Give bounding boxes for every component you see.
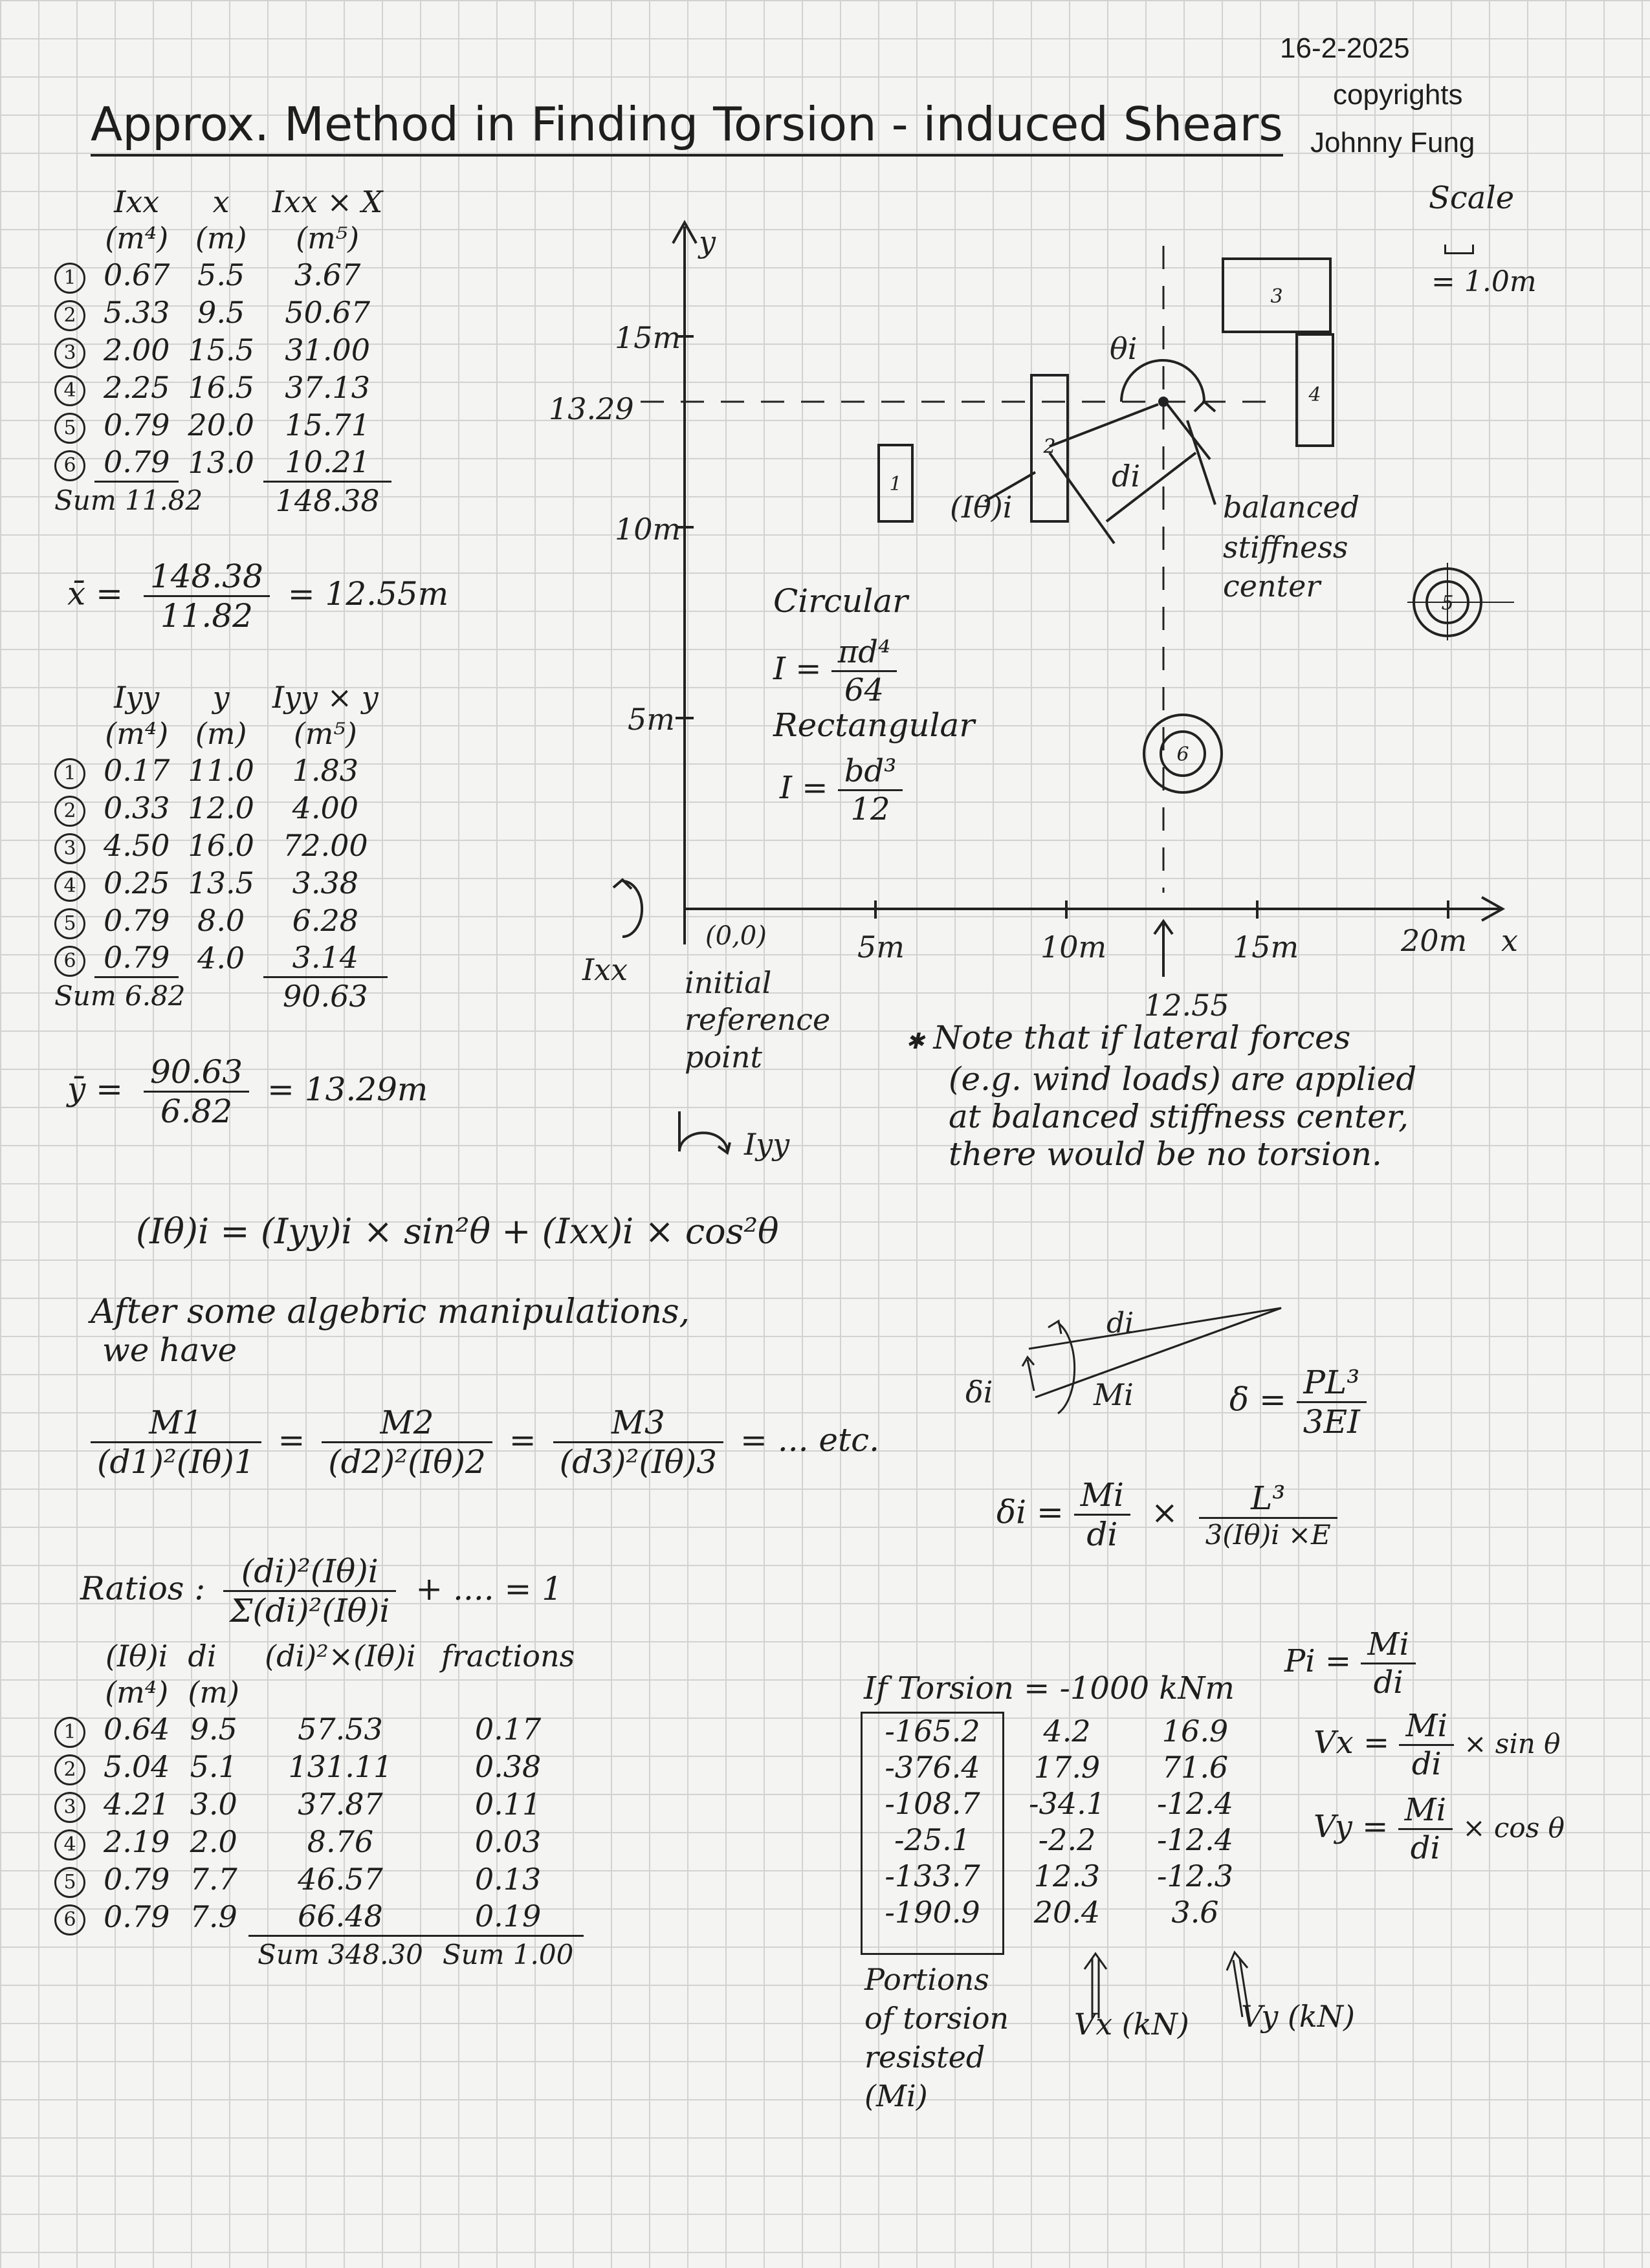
portions-line: of torsion <box>864 2001 1009 2036</box>
pi-num: Mi <box>1361 1626 1416 1664</box>
center-leader <box>1187 420 1215 505</box>
vx-cell: 17.9 <box>1033 1750 1101 1785</box>
col-header: Iyy <box>114 680 160 715</box>
date-label: 16-2-2025 <box>1280 32 1410 64</box>
y-tick-label: 15m <box>615 320 681 355</box>
cell: 0.79 <box>104 408 170 442</box>
vx-tail: × sin θ <box>1464 1728 1561 1760</box>
xbar-denominator: 11.82 <box>160 597 253 635</box>
mi-cell: -190.9 <box>885 1895 980 1930</box>
ratio-m3: M3 <box>553 1404 724 1443</box>
element-3-id: 3 <box>1270 285 1283 308</box>
author-label: Johnny Fung <box>1310 127 1475 158</box>
cell: 8.0 <box>197 903 245 938</box>
table-row <box>45 1823 584 1860</box>
table-row <box>862 1785 1259 1822</box>
rect-title: Rectangular <box>773 706 975 744</box>
deltai-n2: L³ <box>1199 1479 1337 1519</box>
origin-note: initial <box>685 965 772 1000</box>
cell: 7.7 <box>190 1862 237 1897</box>
element-id: 4 <box>54 871 85 902</box>
deltai-times: × <box>1150 1493 1178 1531</box>
cell: 0.79 <box>94 444 179 481</box>
cell: 0.79 <box>104 1899 170 1934</box>
note-line: Note that if lateral forces <box>933 1019 1351 1056</box>
iyy-label: Iyy <box>744 1127 790 1162</box>
defl-mi: Mi <box>1094 1377 1134 1412</box>
vy-cell: -12.3 <box>1157 1859 1233 1893</box>
ybar-numerator: 90.63 <box>144 1053 249 1093</box>
deltai-d1: di <box>1086 1516 1118 1553</box>
vy-cell: -12.4 <box>1157 1786 1233 1821</box>
cell: 16.5 <box>188 370 254 405</box>
di-label: di <box>1112 459 1141 494</box>
cell: 0.17 <box>104 753 170 788</box>
element-4-id: 4 <box>1308 384 1321 406</box>
ybar-denominator: 6.82 <box>160 1093 233 1130</box>
vx-num: Mi <box>1399 1708 1454 1746</box>
element-id: 6 <box>54 946 85 977</box>
ratios-num: (di)²(Iθ)i <box>223 1553 396 1592</box>
rect-formula <box>780 753 903 827</box>
col-unit: (m) <box>195 716 247 751</box>
cell: 0.11 <box>474 1787 542 1822</box>
table-row <box>862 1894 1259 1930</box>
cell: 4.21 <box>104 1787 170 1822</box>
cell: 0.17 <box>474 1712 542 1747</box>
scale-label: Scale <box>1429 180 1515 216</box>
cell: 5.33 <box>104 295 170 330</box>
element-5-id: 5 <box>1441 592 1454 615</box>
element-6-id: 6 <box>1176 743 1189 766</box>
cell: 0.64 <box>104 1712 170 1747</box>
delta-num: PL³ <box>1297 1364 1367 1403</box>
deltai-n1: Mi <box>1074 1476 1130 1516</box>
cell: 0.19 <box>432 1898 584 1935</box>
col-header: (Iθ)i <box>105 1639 168 1674</box>
circular-formula <box>773 634 897 708</box>
di-line-2 <box>1050 404 1158 446</box>
center-label: balanced <box>1223 490 1360 525</box>
cell: 13.5 <box>188 866 254 900</box>
cell: 37.13 <box>285 370 370 405</box>
table-row <box>45 1710 584 1748</box>
ratio-eq: = <box>509 1421 536 1459</box>
manip-text-1: After some algebric manipulations, <box>91 1292 690 1331</box>
sum-label: Sum 6.82 <box>54 980 186 1012</box>
ratio-eq: = <box>278 1421 305 1459</box>
ratios-label: Ratios : <box>80 1569 206 1608</box>
element-id: 2 <box>54 300 85 331</box>
ratios-equation <box>80 1553 562 1630</box>
sum-value: Sum 1.00 <box>442 1939 574 1970</box>
mi-cell: -376.4 <box>885 1750 980 1785</box>
ratio-d1: (d1)²(Iθ)1 <box>97 1443 255 1481</box>
col-unit: (m⁴) <box>105 1675 169 1710</box>
element-id: 6 <box>54 450 85 481</box>
cell: 9.5 <box>190 1712 237 1747</box>
ratios-tail: + .... = 1 <box>415 1569 563 1608</box>
sum-label: Sum 11.82 <box>54 485 203 516</box>
portions-line: Portions <box>864 1962 989 1997</box>
element-id: 1 <box>54 758 85 789</box>
pi-den: di <box>1373 1664 1403 1701</box>
cell: 4.50 <box>104 828 170 863</box>
vy-tail: × cos θ <box>1462 1812 1565 1844</box>
delta-den: 3EI <box>1303 1403 1360 1441</box>
cell: 2.00 <box>104 333 170 367</box>
col-header: Iyy × y <box>272 680 379 715</box>
note-line: (e.g. wind loads) are applied <box>949 1060 1417 1098</box>
cell: 50.67 <box>285 295 370 330</box>
cell: 2.25 <box>104 370 170 405</box>
cell: 3.38 <box>292 866 359 900</box>
x-tick-label: 20m <box>1401 923 1468 958</box>
ybar-label: 13.29 <box>549 391 634 426</box>
cell: 72.00 <box>282 828 368 863</box>
ybar-result: = 13.29m <box>267 1070 428 1108</box>
element-id: 3 <box>54 1792 85 1823</box>
cell: 9.5 <box>197 295 245 330</box>
cell: 57.53 <box>298 1712 383 1747</box>
mi-cell: -165.2 <box>885 1714 980 1749</box>
x-tick-label: 10m <box>1040 930 1107 965</box>
cell: 0.67 <box>104 257 170 292</box>
pi-lhs: Pi = <box>1284 1643 1352 1679</box>
cell: 0.13 <box>474 1862 542 1897</box>
col-header: Ixx <box>114 184 160 219</box>
cell: 0.79 <box>94 939 179 977</box>
cell: 12.0 <box>188 791 254 825</box>
vx-formula <box>1314 1708 1560 1782</box>
table-row <box>45 1748 584 1785</box>
col-unit: (m) <box>195 221 247 256</box>
table-ratios <box>45 1638 584 1973</box>
cell: 7.9 <box>190 1899 237 1934</box>
cell: 0.79 <box>104 1862 170 1897</box>
torsion-header: If Torsion = -1000 kNm <box>864 1670 1235 1706</box>
circular-lhs: I = <box>773 651 822 687</box>
table-row <box>45 1860 584 1898</box>
itheta-equation: (Iθ)i = (Iyy)i × sin²θ + (Ixx)i × cos²θ <box>136 1211 779 1252</box>
element-id: 5 <box>54 908 85 939</box>
torsion-table <box>862 1713 1259 1930</box>
pi-formula <box>1284 1626 1416 1701</box>
xbar-numerator: 148.38 <box>144 558 270 597</box>
portions-label <box>864 1960 1009 2115</box>
element-2-id: 2 <box>1043 435 1056 458</box>
vx-cell: -34.1 <box>1029 1786 1105 1821</box>
delta-lhs: δ = <box>1229 1380 1286 1419</box>
col-unit: (m⁴) <box>105 716 169 751</box>
vx-cell: -2.2 <box>1038 1822 1096 1857</box>
col-header: di <box>188 1639 217 1674</box>
col-unit: (m⁵) <box>293 716 357 751</box>
cell: 2.0 <box>190 1824 237 1859</box>
sum-value: 148.38 <box>275 483 380 518</box>
cell: 66.48 <box>248 1898 432 1935</box>
cell: 5.1 <box>190 1749 237 1784</box>
theta-label: θi <box>1110 331 1138 366</box>
copyright-label: copyrights <box>1333 79 1463 111</box>
cell: 4.00 <box>292 791 359 825</box>
cell: 3.67 <box>294 257 361 292</box>
element-id: 2 <box>54 796 85 827</box>
cell: 15.71 <box>285 408 370 442</box>
page-title: Approx. Method in Finding Torsion - induced Shears <box>91 97 1283 157</box>
table-row <box>862 1713 1259 1749</box>
circular-num: πd⁴ <box>831 634 897 672</box>
sum-value: 90.63 <box>282 978 368 1014</box>
xbar-result: = 12.55m <box>287 574 449 613</box>
cell: 11.0 <box>188 753 254 788</box>
vx-cell: 20.4 <box>1033 1895 1101 1930</box>
y-tick-label: 5m <box>628 702 675 737</box>
sum-value: Sum 348.30 <box>257 1939 423 1970</box>
col-unit: (m⁴) <box>105 221 169 256</box>
vx-den: di <box>1411 1746 1442 1782</box>
cell: 4.0 <box>197 941 245 976</box>
vy-cell: -12.4 <box>1157 1822 1233 1857</box>
portions-line: (Mi) <box>864 2078 928 2113</box>
cell: 46.57 <box>298 1862 383 1897</box>
origin-note: reference <box>685 1002 831 1037</box>
cell: 0.03 <box>474 1824 542 1859</box>
cell: 2.19 <box>104 1824 170 1859</box>
x-tick-label: 5m <box>857 930 905 965</box>
rect-lhs: I = <box>780 770 828 806</box>
circular-den: 64 <box>844 672 884 708</box>
xbar-symbol: x̄ = <box>67 574 123 613</box>
portions-line: resisted <box>864 2040 985 2075</box>
x-axis-label: x <box>1501 923 1518 958</box>
mi-cell: -25.1 <box>894 1822 971 1857</box>
origin-label: (0,0) <box>705 921 767 951</box>
mi-moment-arrow <box>1058 1323 1075 1413</box>
cell: 5.04 <box>104 1749 170 1784</box>
element-1-id: 1 <box>889 473 902 496</box>
vy-lhs: Vy = <box>1314 1809 1389 1845</box>
cell: 0.33 <box>104 791 170 825</box>
element-id: 4 <box>54 1829 85 1860</box>
element-id: 4 <box>54 375 85 406</box>
element-id: 1 <box>54 263 85 294</box>
cell: 3.14 <box>263 939 388 977</box>
vy-cell: 71.6 <box>1161 1750 1229 1785</box>
cell: 16.0 <box>188 828 254 863</box>
table-row <box>45 1898 584 1935</box>
ratio-m2: M2 <box>322 1404 492 1443</box>
cell: 1.83 <box>292 753 359 788</box>
cell: 0.79 <box>104 903 170 938</box>
cell: 37.87 <box>298 1787 383 1822</box>
col-header: y <box>212 680 230 715</box>
cell: 8.76 <box>307 1824 374 1859</box>
center-label: center <box>1223 569 1321 604</box>
mi-cell: -133.7 <box>885 1859 980 1893</box>
vy-num: Mi <box>1398 1792 1453 1830</box>
cell: 15.5 <box>188 333 254 367</box>
deltai-formula <box>996 1476 1337 1553</box>
y-axis-label: y <box>699 224 716 259</box>
element-id: 3 <box>54 833 85 864</box>
table-row <box>862 1858 1259 1894</box>
vy-cell: 3.6 <box>1171 1895 1219 1930</box>
element-id: 5 <box>54 413 85 444</box>
table-row <box>45 1785 584 1823</box>
cell: 5.5 <box>197 257 245 292</box>
ratio-m1: M1 <box>91 1404 261 1443</box>
scale-value: = 1.0m <box>1431 265 1537 298</box>
rect-num: bd³ <box>838 753 903 791</box>
element-id: 5 <box>54 1867 85 1898</box>
col-header: fractions <box>441 1639 575 1674</box>
cell: 131.11 <box>288 1749 393 1784</box>
vx-cell: 12.3 <box>1033 1859 1101 1893</box>
element-id: 1 <box>54 1717 85 1748</box>
y-tick-label: 10m <box>615 512 681 547</box>
star-icon: ✱ <box>906 1029 925 1054</box>
ixx-label: Ixx <box>582 952 628 987</box>
vy-den: di <box>1410 1830 1440 1866</box>
ratio-d2: (d2)²(Iθ)2 <box>328 1443 486 1481</box>
origin-note: point <box>685 1040 762 1074</box>
xbar-label: 12.55 <box>1144 988 1229 1023</box>
cell: 6.28 <box>292 903 359 938</box>
cell: 31.00 <box>285 333 370 367</box>
cell: 10.21 <box>263 444 392 481</box>
note-block <box>906 1019 1416 1173</box>
rect-den: 12 <box>850 791 890 827</box>
col-header: (di)²×(Iθ)i <box>265 1639 416 1674</box>
col-unit: (m) <box>188 1675 239 1710</box>
ratios-den: Σ(di)²(Iθ)i <box>230 1592 390 1630</box>
ratio-d3: (d3)²(Iθ)3 <box>559 1443 718 1481</box>
delta-formula <box>1229 1364 1367 1441</box>
note-line: there would be no torsion. <box>949 1135 1382 1173</box>
cell: 13.0 <box>188 445 254 480</box>
vx-lhs: Vx = <box>1314 1725 1390 1761</box>
element-id: 3 <box>54 338 85 369</box>
circular-title: Circular <box>773 582 908 620</box>
mi-cell: -108.7 <box>885 1786 980 1821</box>
cell: 3.0 <box>190 1787 237 1822</box>
note-line: at balanced stiffness center, <box>949 1098 1409 1135</box>
element-id: 2 <box>54 1754 85 1785</box>
defl-di: di <box>1106 1307 1134 1340</box>
table-row <box>862 1749 1259 1785</box>
vy-formula <box>1314 1792 1565 1866</box>
element-id: 6 <box>54 1904 85 1935</box>
ratio-tail: = ... etc. <box>740 1421 879 1459</box>
defl-delta-i: δi <box>965 1375 993 1410</box>
vx-cell: 4.2 <box>1043 1714 1091 1749</box>
ratio-equation <box>91 1404 879 1481</box>
vy-label: Vy (kN) <box>1241 1999 1355 2034</box>
deltai-lhs: δi = <box>996 1493 1064 1531</box>
ixx-moment-arrow <box>622 881 642 937</box>
vy-cell: 16.9 <box>1161 1714 1229 1749</box>
cell: 0.38 <box>474 1749 542 1784</box>
deltai-d2: 3(Iθ)i ×E <box>1205 1518 1331 1551</box>
vx-label: Vx (kN) <box>1074 2007 1189 2042</box>
center-label: stiffness <box>1223 530 1348 565</box>
itheta-label: (Iθ)i <box>950 490 1013 525</box>
col-unit: (m⁵) <box>296 221 360 256</box>
table-row <box>862 1822 1259 1858</box>
cell: 20.0 <box>188 408 254 442</box>
col-header: x <box>212 184 230 219</box>
ybar-symbol: ȳ = <box>67 1070 124 1108</box>
x-tick-label: 15m <box>1233 930 1299 965</box>
cell: 0.25 <box>104 866 170 900</box>
manip-text-2: we have <box>102 1331 237 1369</box>
col-header: Ixx × X <box>272 184 383 219</box>
